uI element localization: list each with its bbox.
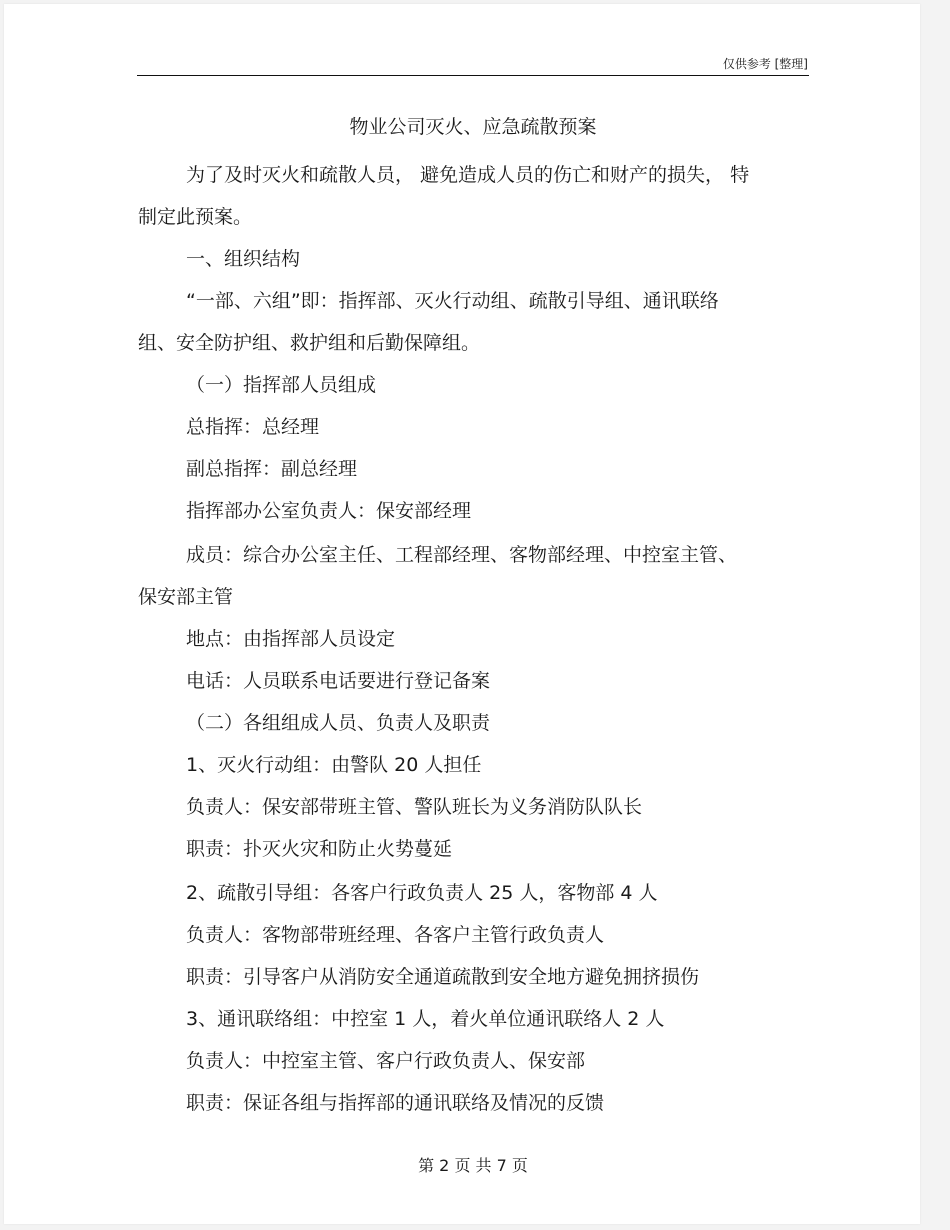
subsection-heading-command: （一）指挥部人员组成 [186, 374, 377, 396]
page-number: 第 2 页 共 7 页 [418, 1156, 528, 1175]
paragraph-line-evacuation-team-duty: 职责：引导客户从消防安全通道疏散到安全地方避免拥挤损伤 [186, 966, 700, 988]
paragraph-line-office-head: 指挥部办公室负责人：保安部经理 [186, 500, 472, 522]
section-heading-organization: 一、组织结构 [186, 248, 301, 270]
paragraph-line-structure-2: 组、安全防护组、救护组和后勤保障组。 [138, 332, 481, 354]
paragraph-line-members-1: 成员：综合办公室主任、工程部经理、客物部经理、中控室主管、 [186, 544, 738, 566]
paragraph-line-intro-2: 制定此预案。 [138, 206, 253, 228]
paragraph-line-fire-team: 1、灭火行动组：由警队 20 人担任 [186, 754, 482, 776]
paragraph-line-structure-1: “一部、六组”即：指挥部、灭火行动组、疏散引导组、通讯联络 [186, 290, 719, 312]
subsection-heading-groups: （二）各组组成人员、负责人及职责 [186, 712, 491, 734]
paragraph-line-members-2: 保安部主管 [138, 586, 234, 608]
paragraph-line-communication-team-leader: 负责人：中控室主管、客户行政负责人、保安部 [186, 1050, 586, 1072]
paragraph-line-fire-team-duty: 职责：扑灭火灾和防止火势蔓延 [186, 838, 453, 860]
paragraph-line-location: 地点：由指挥部人员设定 [186, 628, 396, 650]
paragraph-line-communication-team-duty: 职责：保证各组与指挥部的通讯联络及情况的反馈 [186, 1092, 605, 1114]
paragraph-line-communication-team: 3、通讯联络组：中控室 1 人，着火单位通讯联络人 2 人 [186, 1008, 665, 1030]
header-rule [137, 75, 809, 76]
paragraph-line-evacuation-team: 2、疏散引导组：各客户行政负责人 25 人，客物部 4 人 [186, 882, 658, 904]
header-note: 仅供参考 [整理] [722, 57, 808, 71]
paragraph-line-deputy-commander: 副总指挥：副总经理 [186, 458, 358, 480]
paragraph-line-evacuation-team-leader: 负责人：客物部带班经理、各客户主管行政负责人 [186, 924, 605, 946]
paragraph-line-commander: 总指挥：总经理 [186, 416, 320, 438]
paragraph-line-intro-1: 为了及时灭火和疏散人员， 避免造成人员的伤亡和财产的损失， 特 [186, 164, 750, 186]
document-title: 物业公司灭火、应急疏散预案 [349, 116, 597, 138]
paragraph-line-phone: 电话：人员联系电话要进行登记备案 [186, 670, 491, 692]
paragraph-line-fire-team-leader: 负责人：保安部带班主管、警队班长为义务消防队队长 [186, 796, 643, 818]
